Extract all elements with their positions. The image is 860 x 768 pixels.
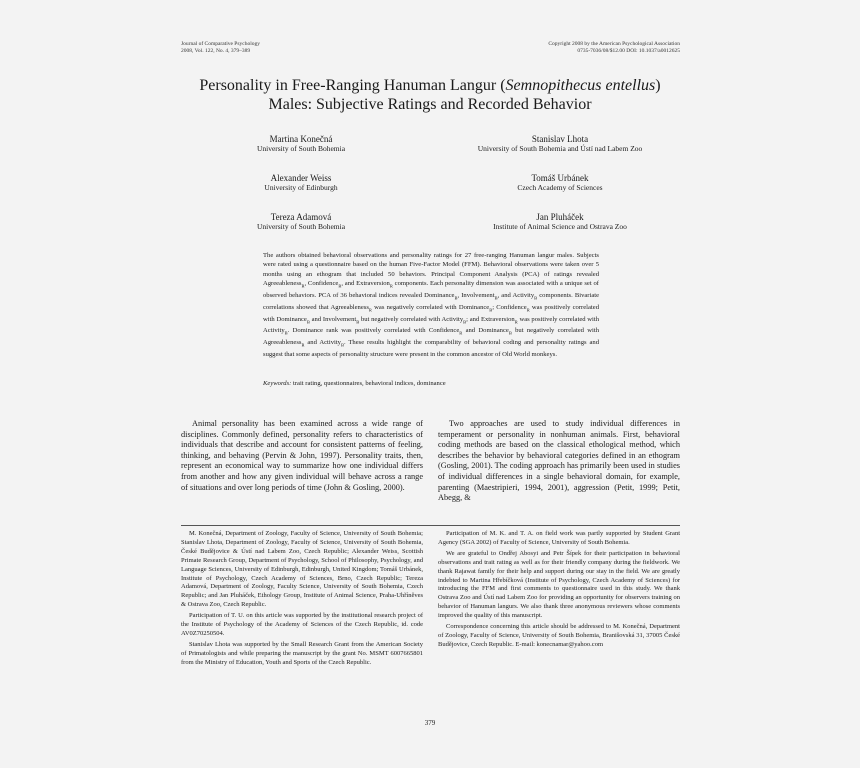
footnote-affiliations: M. Konečná, Department of Zoology, Faculty of Science, University of South Bohemia; Stanislav Lhota, Department of Zoology, Faculty of Science, University of South Bohemia, České Budějovice & Ústí nad Labem Zoo, Czech Republic; Alexander Weiss, Scottish Primate Research Group, Department of Psychology, School of Philosophy, Psychology, and Language Sciences, University of Edinburgh, Edinburgh, United Kingdom; Tomáš Urbánek, Institute of Psychology, Czech Academy of Sciences, Brno, Czech Republic; Tereza Adamová, Department of Zoology, Faculty Science, University of South Bohemia, Czech Republic; and Jan Pluháček, Ethology Group, Institute of Animal Science, Praha-Uhříněves & Ostrava Zoo, Czech Republic. <box>181 530 423 609</box>
article-title <box>150 76 710 114</box>
author-block <box>171 212 431 232</box>
author-affiliation: University of South Bohemia <box>256 222 346 231</box>
footnote-correspondence: Correspondence concerning this article should be addressed to M. Konečná, Department of Zoology, Faculty of Science, University of South Bohemia, Branišovská 31, 37005 České Budějovice, Czech Republic. E-mail: konecnamar@yahoo.com <box>438 623 680 648</box>
title-line-2: Males: Subjective Ratings and Recorded Behavior <box>268 96 592 113</box>
title-prefix: Personality in Free-Ranging Hanuman Langur ( <box>199 77 506 94</box>
journal-name: Journal of Comparative Psychology <box>181 41 260 47</box>
author-name: Tereza Adamová <box>270 212 332 222</box>
footnote-funding: Participation of T. U. on this article was supported by the institutional research project of the Institute of Psychology of the Academy of Sciences of the Czech Republic, id. code AV0Z70250504. <box>181 612 423 637</box>
body-paragraph: Two approaches are used to study individual differences in temperament or personality in nonhuman animals. First, behavioral coding methods are based on the classical ethological method, which describes the behavior by behavioral categories defined in an ethogram (Gosling, 2001). The coding approach has primarily been used in studies of individual differences in a single behavioral domain, for example, parenting (Maestripieri, 1994, 2001), aggression (Petit, 1999; Petit, Abegg, & <box>438 419 680 503</box>
author-affiliation: University of South Bohemia <box>256 144 346 153</box>
author-name: Alexander Weiss <box>270 173 332 183</box>
copyright-line: Copyright 2008 by the American Psychological Association <box>548 41 680 47</box>
keywords-text: trait rating, questionnaires, behavioral indices, dominance <box>292 380 446 387</box>
footnote-divider <box>181 525 680 526</box>
author-affiliation: Czech Academy of Sciences <box>517 183 603 192</box>
author-block <box>430 134 690 154</box>
author-name: Martina Konečná <box>269 134 333 144</box>
author-block <box>430 173 690 193</box>
author-affiliation: Institute of Animal Science and Ostrava Zoo <box>493 222 627 231</box>
body-column-right <box>438 419 680 504</box>
footnotes-left <box>181 530 423 670</box>
footnotes-right <box>438 530 680 652</box>
author-name: Jan Pluháček <box>536 212 584 222</box>
body-paragraph: Animal personality has been examined across a wide range of disciplines. Commonly defined, personality refers to characteristics of individuals that describe and account for consistent patterns of feeling, thinking, and behaving (Pervin & John, 1997). Personality traits, then, represent an economical way to summarize how one individual differs from another and how any given individual will behave across a range of situations and over long periods of time (John & Gosling, 2000). <box>181 419 423 492</box>
author-name: Tomáš Urbánek <box>531 173 589 183</box>
author-name: Stanislav Lhota <box>531 134 589 144</box>
author-affiliation: University of Edinburgh <box>264 183 338 192</box>
journal-header <box>181 41 260 55</box>
keywords <box>263 380 599 387</box>
author-block <box>430 212 690 232</box>
abstract: The authors obtained behavioral observations and personality ratings for 27 free-ranging Hanuman langur males. Subjects were rated using a questionnaire based on the human Five-Factor Model (FFM). Behavioral observations were taken over 5 months using an ethogram that included 50 behaviors. Principal Component Analysis (PCA) of ratings revealed Agreeableness$_R$, Confidence$_R$, and Extraversion$_R$ components. Each personality dimension was associated with a unique set of observed behaviors. PCA of 36 behavioral indices revealed Dominance$_B$, Involvement$_B$, and Activity$_B$ components. Bivariate correlations showed that Agreeableness$_R$ was negatively correlated with Dominance$_B$; Confidence$_R$ was positively correlated with Dominance$_B$ and Involvement$_B$ but negatively correlated with Activity$_B$; and Extraversion$_R$ was positively correlated with Activity$_B$. Dominance rank was positively correlated with Confidence$_R$ and Dominance$_B$ but negatively correlated with Agreeableness$_R$ and Activity$_B$. These results highlight the comparability of behavioral coding and personality ratings and suggest that some aspects of personality structure were present in the common ancestor of Old World monkeys. <box>263 252 600 358</box>
author-block <box>171 173 431 193</box>
journal-volume: 2008, Vol. 122, No. 4, 379–389 <box>181 48 251 54</box>
keywords-label: Keywords: <box>263 380 292 387</box>
page-number: 379 <box>424 719 436 727</box>
title-suffix: ) <box>655 77 661 94</box>
footnote-acknowledgments: We are grateful to Ondřej Abosyi and Petr Šípek for their participation in behavioral observations and trait rating as well as for their friendly company during the fieldwork. We thank Rajawat family for their help and support during our stay in the field. We are greatly indebted to Martina Hřebíčková (Institute of Psychology, Czech Academy of Sciences) for introducing the FFM and first comments to questionnaire used in this study. We thank Ostrava Zoo and Ústí nad Labem Zoo for providing an opportunity for observers training on behavior of Hanuman langurs. We also thank three anonymous reviewers whose comments improved the quality of this manuscript. <box>438 549 680 620</box>
doi-line: 0735-7036/08/$12.00 DOI: 10.1037/a0012625 <box>577 48 680 54</box>
footnote-funding: Participation of M. K. and T. A. on field work was partly supported by Student Grant Agency (SGA 2002) of Faculty of Science, University of South Bohemia. <box>438 530 680 546</box>
copyright-header <box>500 41 680 55</box>
species-name: Semnopithecus entellus <box>505 77 656 94</box>
footnote-funding: Stanislav Lhota was supported by the Small Research Grant from the American Society of Primatologists and while preparing the manuscript by the grant No. MSMT 6007665801 from the Ministry of Education, Youth and Sports of the Czech Republic. <box>181 640 423 666</box>
author-block <box>171 134 431 154</box>
author-affiliation: University of South Bohemia and Ústí nad Labem Zoo <box>477 144 643 153</box>
body-column-left <box>181 419 423 493</box>
